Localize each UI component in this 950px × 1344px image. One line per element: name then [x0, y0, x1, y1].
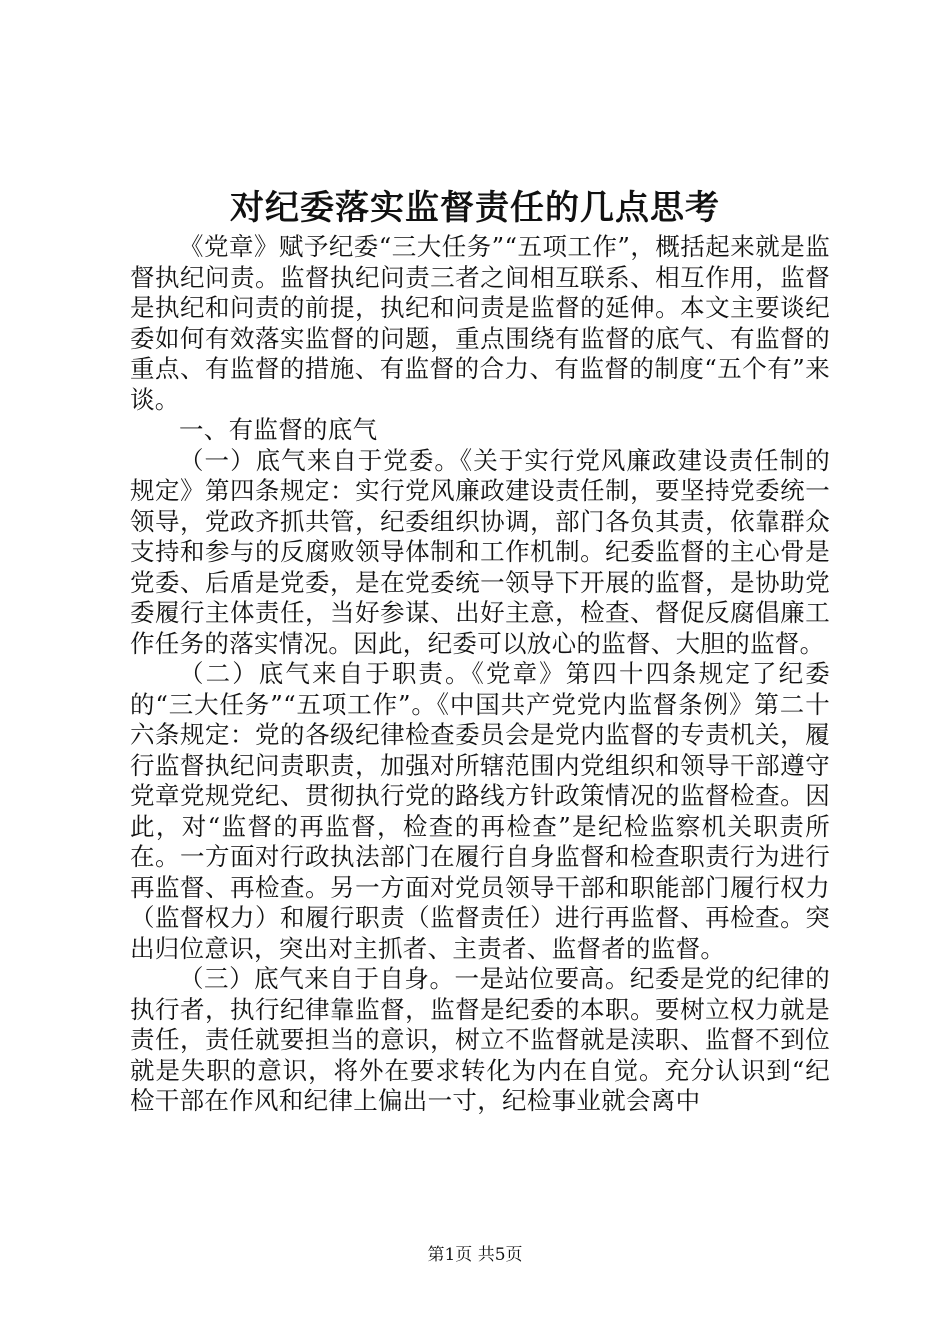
- document-title: 对纪委落实监督责任的几点思考: [230, 188, 720, 228]
- paragraph-section-1-3: （三）底气来自于自身。一是站位要高。纪委是党的纪律的执行者，执行纪律靠监督，监督是纪委的本职。要树立权力就是责任，责任就要担当的意识，树立不监督就是渎职、监督不到位就是失职的意识，将外在要求转化为内在自觉。充分认识到“纪检干部在作风和纪律上偏出一寸，纪检事业就会离中: [130, 964, 831, 1115]
- page-number-footer: 第1页 共5页: [427, 1245, 523, 1265]
- paragraph-section-1-1: （一）底气来自于党委。《关于实行党风廉政建设责任制的规定》第四条规定：实行党风廉政建设责任制，要坚持党委统一领导，党政齐抓共管，纪委组织协调，部门各负其责，依靠群众支持和参与的反腐败领导体制和工作机制。纪委监督的主心骨是党委、后盾是党委，是在党委统一领导下开展的监督，是协助党委履行主体责任，当好参谋、出好主意，检查、督促反腐倡廉工作任务的落实情况。因此，纪委可以放心的监督、大胆的监督。: [130, 445, 830, 658]
- paragraph-intro: 《党章》赋予纪委“三大任务”“五项工作”，概括起来就是监督执纪问责。监督执纪问责三者之间相互联系、相互作用，监督是执纪和问责的前提，执纪和问责是监督的延伸。本文主要谈纪委如何有效落实监督的问题，重点围绕有监督的底气、有监督的重点、有监督的措施、有监督的合力、有监督的制度“五个有”来谈。: [130, 232, 830, 414]
- paragraph-section-1-2: （二）底气来自于职责。《党章》第四十四条规定了纪委的“三大任务”“五项工作”。《中国共产党党内监督条例》第二十六条规定：党的各级纪律检查委员会是党内监督的专责机关，履行监督执纪问责职责，加强对所辖范围内党组织和领导干部遵守党章党规党纪、贯彻执行党的路线方针政策情况的监督检查。因此，对“监督的再监督，检查的再检查”是纪检监察机关职责所在。一方面对行政执法部门在履行自身监督和检查职责行为进行再监督、再检查。另一方面对党员领导干部和职能部门履行权力（监督权力）和履行职责（监督责任）进行再监督、再检查。突出归位意识，突出对主抓者、主责者、监督者的监督。: [130, 659, 830, 963]
- document-body: [130, 232, 830, 1117]
- section-heading-1: 一、有监督的底气: [179, 415, 378, 444]
